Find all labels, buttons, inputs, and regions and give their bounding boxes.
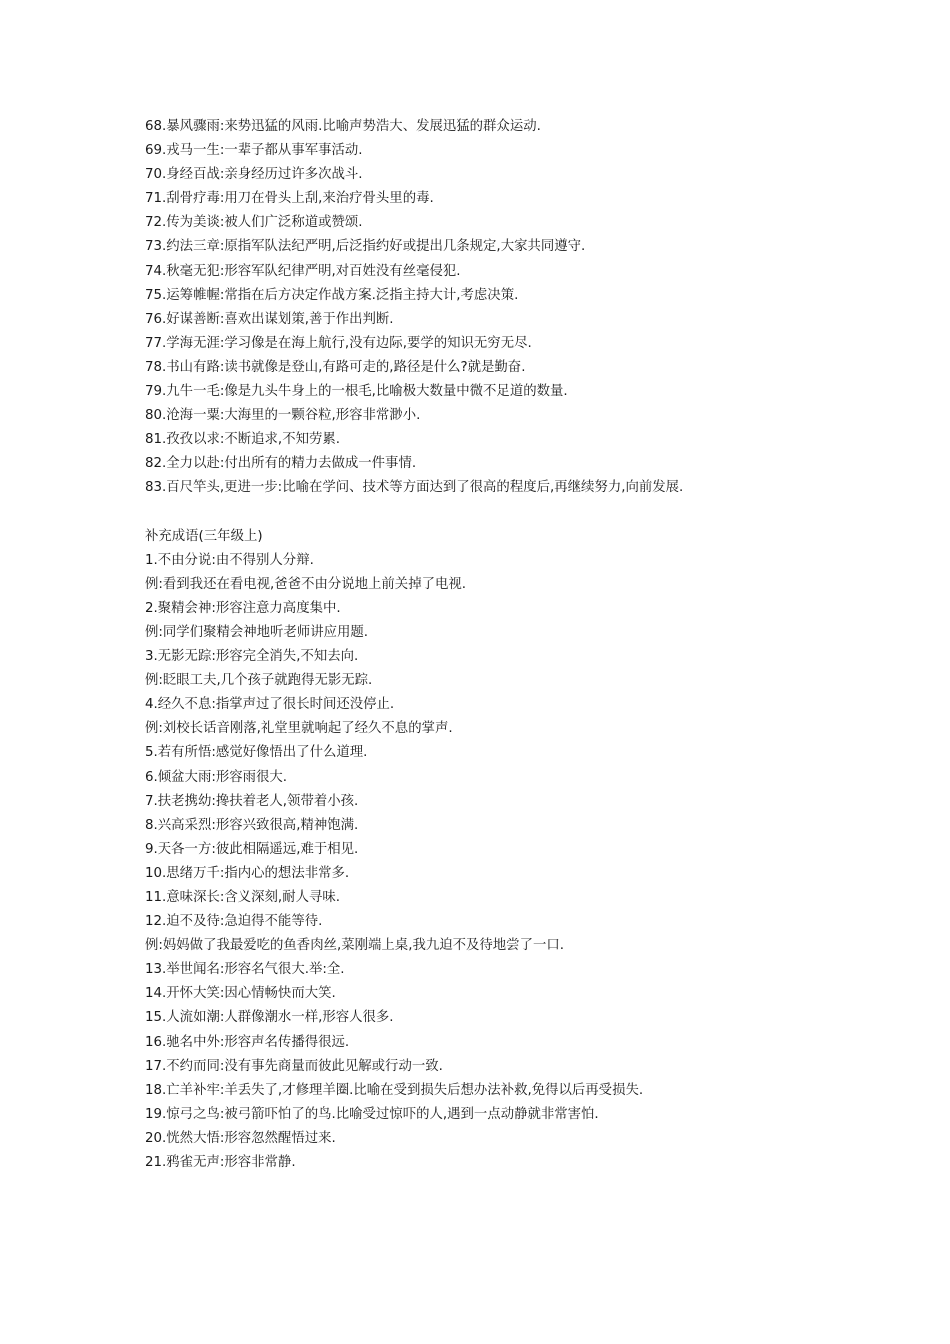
list-item: 8.兴高采烈:形容兴致很高,精神饱满. — [145, 817, 359, 833]
list-item: 77.学海无涯:学习像是在海上航行,没有边际,要学的知识无穷无尽. — [145, 335, 532, 351]
list-item: 例:看到我还在看电视,爸爸不由分说地上前关掉了电视. — [145, 576, 467, 592]
list-item: 21.鸦雀无声:形容非常静. — [145, 1155, 296, 1171]
list-item: 75.运筹帷幄:常指在后方决定作战方案.泛指主持大计,考虑决策. — [145, 287, 519, 303]
list-item: 12.迫不及待:急迫得不能等待. — [145, 914, 323, 930]
list-item: 5.若有所悟:感觉好像悟出了什么道理. — [145, 745, 368, 761]
supplementary-idiom-list — [145, 549, 905, 1175]
list-item: 76.好谋善断:喜欢出谋划策,善于作出判断. — [145, 311, 394, 327]
list-item: 70.身经百战:亲身经历过许多次战斗. — [145, 167, 363, 183]
list-item: 18.亡羊补牢:羊丢失了,才修理羊圈.比喻在受到损失后想办法补救,免得以后再受损失. — [145, 1082, 644, 1098]
list-item: 1.不由分说:由不得别人分辩. — [145, 552, 314, 568]
list-item: 16.驰名中外:形容声名传播得很远. — [145, 1034, 350, 1050]
list-item: 2.聚精会神:形容注意力高度集中. — [145, 600, 341, 616]
list-item: 15.人流如潮:人群像潮水一样,形容人很多. — [145, 1010, 394, 1026]
list-item: 3.无影无踪:形容完全消失,不知去向. — [145, 649, 359, 665]
list-item: 例:妈妈做了我最爱吃的鱼香肉丝,菜刚端上桌,我九迫不及待地尝了一口. — [145, 938, 564, 954]
list-item: 19.惊弓之鸟:被弓箭吓怕了的鸟.比喻受过惊吓的人,遇到一点动静就非常害怕. — [145, 1106, 599, 1122]
list-item: 69.戎马一生:一辈子都从事军事活动. — [145, 143, 363, 159]
list-item: 74.秋毫无犯:形容军队纪律严明,对百姓没有丝毫侵犯. — [145, 263, 461, 279]
list-item: 72.传为美谈:被人们广泛称道或赞颂. — [145, 215, 363, 231]
list-item: 13.举世闻名:形容名气很大.举:全. — [145, 962, 345, 978]
list-item: 83.百尺竿头,更进一步:比喻在学问、技术等方面达到了很高的程度后,再继续努力,向前发展. — [145, 480, 684, 496]
section-heading: 补充成语(三年级上) — [145, 528, 263, 544]
list-item: 81.孜孜以求:不断追求,不知劳累. — [145, 432, 341, 448]
list-item: 7.扶老携幼:搀扶着老人,领带着小孩. — [145, 793, 359, 809]
list-item: 10.思绪万千:指内心的想法非常多. — [145, 865, 350, 881]
list-item: 20.恍然大悟:形容忽然醒悟过来. — [145, 1130, 336, 1146]
section-gap — [145, 501, 905, 525]
list-item: 例:同学们聚精会神地听老师讲应用题. — [145, 624, 369, 640]
list-item: 6.倾盆大雨:形容雨很大. — [145, 769, 288, 785]
list-item: 82.全力以赴:付出所有的精力去做成一件事情. — [145, 456, 417, 472]
list-item: 71.刮骨疗毒:用刀在骨头上刮,来治疗骨头里的毒. — [145, 191, 434, 207]
list-item: 68.暴风骤雨:来势迅猛的风雨.比喻声势浩大、发展迅猛的群众运动. — [145, 119, 541, 134]
list-item: 78.书山有路:读书就像是登山,有路可走的,路径是什么?就是勤奋. — [145, 359, 526, 375]
list-item: 73.约法三章:原指军队法纪严明,后泛指约好或提出几条规定,大家共同遵守. — [145, 239, 586, 255]
list-item: 9.天各一方:彼此相隔遥远,难于相见. — [145, 841, 359, 857]
list-item: 80.沧海一粟:大海里的一颗谷粒,形容非常渺小. — [145, 408, 421, 424]
list-item: 11.意味深长:含义深刻,耐人寻味. — [145, 890, 341, 905]
list-item: 例:刘校长话音刚落,礼堂里就响起了经久不息的掌声. — [145, 721, 453, 737]
document-page — [145, 115, 905, 1175]
list-item: 例:眨眼工夫,几个孩子就跑得无影无踪. — [145, 673, 373, 689]
list-item: 79.九牛一毛:像是九头牛身上的一根毛,比喻极大数量中微不足道的数量. — [145, 384, 568, 400]
list-item: 14.开怀大笑:因心情畅快而大笑. — [145, 986, 336, 1002]
list-item: 4.经久不息:指掌声过了很长时间还没停止. — [145, 697, 395, 713]
list-item: 17.不约而同:没有事先商量而彼此见解或行动一致. — [145, 1058, 443, 1074]
idiom-list-continued — [145, 115, 905, 501]
